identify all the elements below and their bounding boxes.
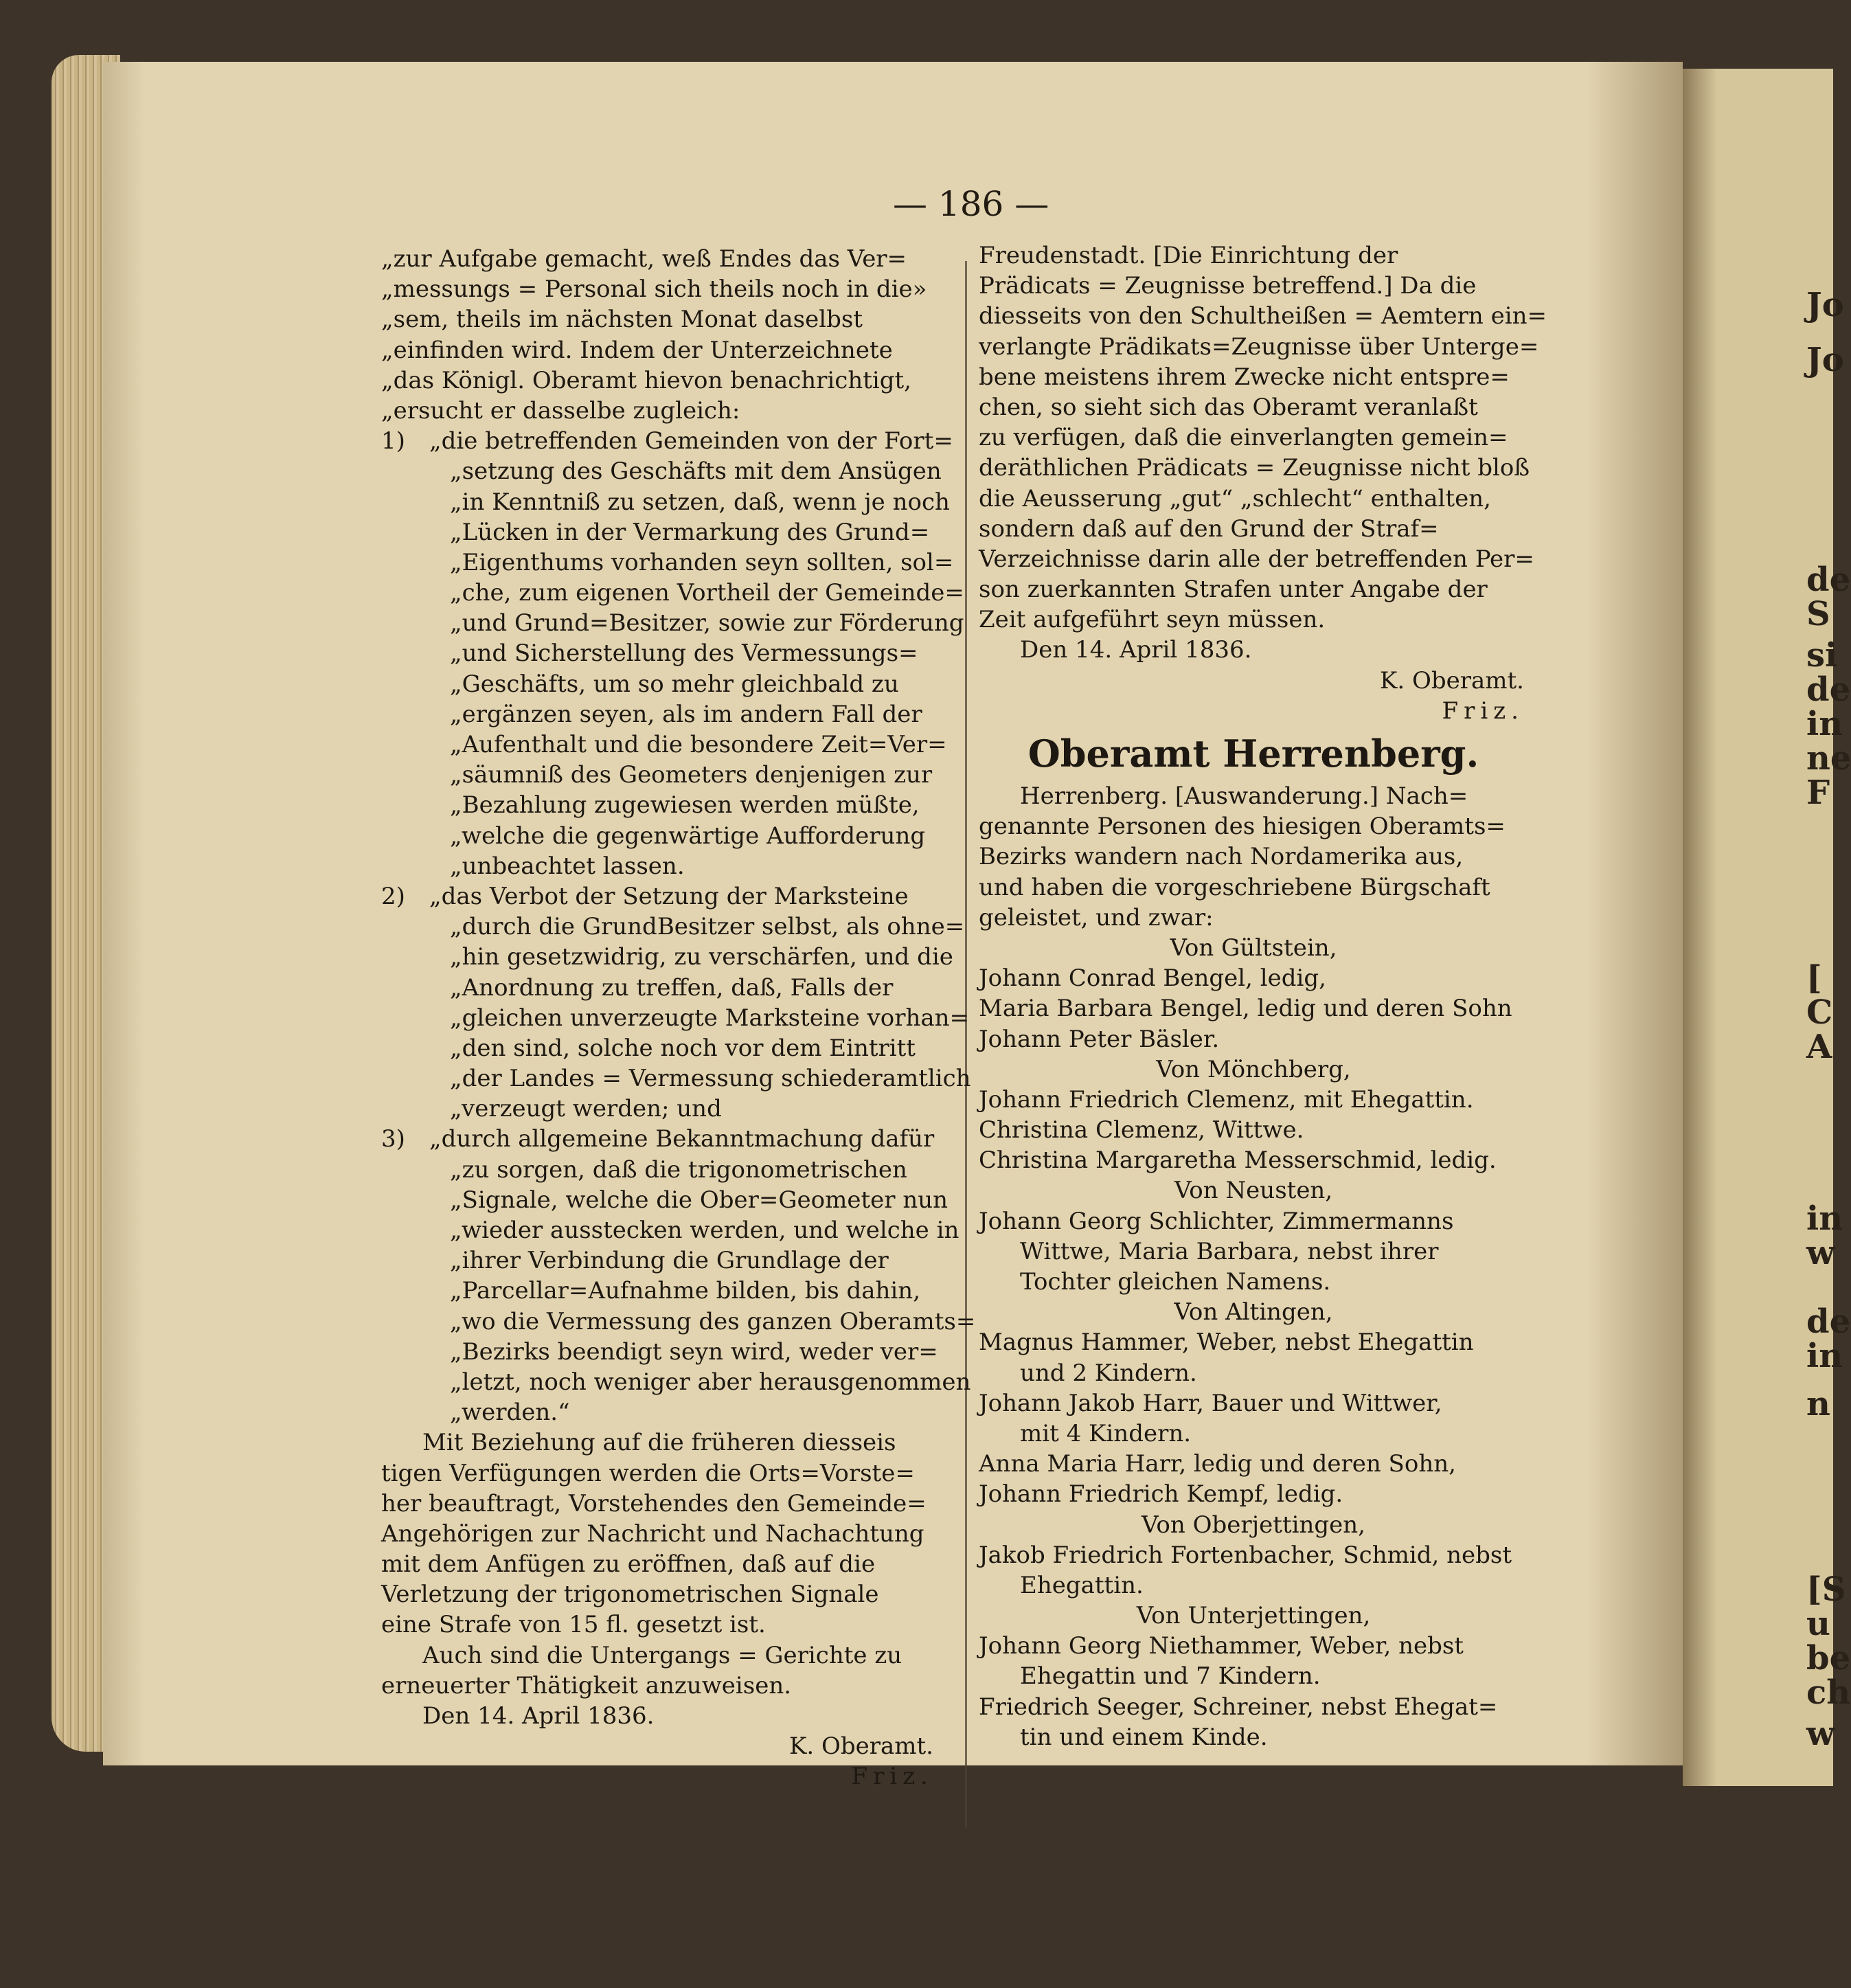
page-number: — 186 — xyxy=(893,184,1049,224)
next-page-fragment: de xyxy=(1806,670,1851,709)
text-line xyxy=(979,1175,1528,1206)
text-line xyxy=(979,1722,1528,1752)
line-text: Bezirks wandern nach Nordamerika aus, xyxy=(979,843,1464,871)
line-text: Wittwe, Maria Barbara, nebst ihrer xyxy=(1020,1237,1439,1265)
line-text: erneuerter Thätigkeit anzuweisen. xyxy=(381,1671,792,1699)
line-text: Ehegattin und 7 Kindern. xyxy=(1020,1662,1321,1691)
text-line xyxy=(381,1003,970,1033)
next-page-fragment: w xyxy=(1806,1715,1835,1753)
line-text: Von Neusten, xyxy=(1174,1177,1333,1205)
line-text: Den 14. April 1836. xyxy=(1020,636,1252,664)
line-text: Jakob Friedrich Fortenbacher, Schmid, nebst xyxy=(979,1541,1512,1569)
text-line xyxy=(979,666,1528,696)
text-line xyxy=(979,872,1528,903)
text-line xyxy=(381,1761,938,1792)
text-line xyxy=(381,1397,938,1427)
next-page-fragment: S xyxy=(1806,595,1830,633)
line-text: „Anordnung zu treffen, daß, Falls der xyxy=(450,973,894,1002)
text-line xyxy=(979,841,1528,872)
line-text: „verzeugt werden; und xyxy=(450,1095,722,1123)
line-text: Friz. xyxy=(851,1763,933,1791)
line-text: „das Königl. Oberamt hievon benachrichtigt, xyxy=(381,366,911,394)
text-line xyxy=(979,1692,1528,1722)
line-text: Ehegattin. xyxy=(1020,1571,1144,1599)
text-line xyxy=(979,544,1534,574)
line-text: Zeit aufgeführt seyn müssen. xyxy=(979,606,1326,634)
line-text: K. Oberamt. xyxy=(1379,666,1524,694)
text-line xyxy=(381,304,938,335)
text-line xyxy=(381,396,938,426)
text-line xyxy=(979,1358,1528,1388)
text-line xyxy=(381,760,938,790)
next-page-fragment: Jo xyxy=(1806,341,1844,379)
line-text: mit dem Anfügen zu eröffnen, daß auf die xyxy=(381,1550,876,1579)
left-column xyxy=(381,244,976,1792)
line-text: „sem, theils im nächsten Monat daselbst xyxy=(381,306,863,334)
text-line xyxy=(381,638,938,668)
line-text: Von Unterjettingen, xyxy=(1136,1602,1371,1630)
line-text: Mit Beziehung auf die früheren diesseis xyxy=(422,1429,896,1457)
text-line xyxy=(381,730,947,760)
text-line xyxy=(979,392,1528,422)
text-line xyxy=(381,1155,938,1185)
line-text: her beauftragt, Vorstehendes den Gemeinde= xyxy=(381,1489,927,1517)
line-text: Maria Barbara Bengel, ledig und deren Sohn xyxy=(979,995,1512,1023)
next-page-fragment: de xyxy=(1806,1302,1851,1341)
line-text: Johann Georg Schlichter, Zimmermanns xyxy=(979,1207,1454,1235)
text-line xyxy=(381,1276,938,1306)
next-page-fragment: [ xyxy=(1806,959,1822,997)
text-line xyxy=(381,335,938,365)
text-line xyxy=(381,881,938,912)
line-text: „ergänzen seyen, als im andern Fall der xyxy=(450,700,922,728)
line-text: Johann Peter Bäsler. xyxy=(979,1025,1220,1053)
line-text: Tochter gleichen Namens. xyxy=(1020,1268,1331,1296)
text-line xyxy=(381,1033,938,1063)
text-line xyxy=(381,456,942,486)
line-text: Von Oberjettingen, xyxy=(1142,1511,1365,1539)
text-line xyxy=(979,1388,1528,1419)
text-line xyxy=(381,274,938,304)
line-text: tin und einem Kinde. xyxy=(1020,1723,1268,1751)
line-text: Von Gültstein, xyxy=(1170,934,1337,962)
line-text: tigen Verfügungen werden die Orts=Vorste= xyxy=(381,1459,915,1487)
text-line xyxy=(381,1063,971,1094)
text-line xyxy=(381,851,938,881)
text-line xyxy=(979,1510,1528,1540)
line-text: Johann Conrad Bengel, ledig, xyxy=(979,964,1326,993)
line-text: „durch allgemeine Bekanntmachung dafür xyxy=(429,1125,935,1153)
line-text: verlangte Prädikats=Zeugnisse über Unterge= xyxy=(979,332,1539,361)
text-line xyxy=(979,1661,1528,1691)
text-line xyxy=(381,1367,971,1397)
text-line xyxy=(381,1307,976,1337)
line-text: „hin gesetzwidrig, zu verschärfen, und die xyxy=(450,943,953,971)
text-line xyxy=(381,821,938,851)
next-page-fragment: ne xyxy=(1806,739,1851,778)
text-line xyxy=(381,699,938,730)
line-text: „durch die GrundBesitzer selbst, als ohne= xyxy=(450,913,965,941)
text-line xyxy=(381,1245,938,1276)
text-line xyxy=(381,912,965,942)
text-line xyxy=(979,514,1528,544)
text-line xyxy=(381,578,964,608)
line-text: „Eigenthums vorhanden seyn sollten, sol= xyxy=(450,548,954,576)
text-line xyxy=(979,993,1528,1024)
text-line xyxy=(979,1540,1528,1570)
line-text: „gleichen unverzeugte Marksteine vorhan= xyxy=(450,1004,970,1032)
line-text: Anna Maria Harr, ledig und deren Sohn, xyxy=(979,1450,1456,1478)
line-text: Herrenberg. [Auswanderung.] Nach= xyxy=(1020,782,1468,810)
text-line xyxy=(381,426,953,456)
line-text: genannte Personen des hiesigen Oberamts= xyxy=(979,813,1506,841)
text-line xyxy=(979,1024,1528,1054)
line-text: deräthlichen Prädicats = Zeugnisse nicht bloß xyxy=(979,454,1530,482)
text-line xyxy=(979,1601,1528,1631)
line-text: Friedrich Seeger, Schreiner, nebst Ehegat= xyxy=(979,1693,1498,1721)
right-column xyxy=(979,240,1547,1752)
next-page-fragment: de xyxy=(1806,561,1851,599)
text-line xyxy=(381,1489,938,1519)
text-line xyxy=(979,635,1528,665)
text-line xyxy=(381,365,938,396)
next-page-fragment: in xyxy=(1806,705,1843,743)
next-page-fragment: si xyxy=(1806,636,1838,675)
line-text: Johann Georg Niethammer, Weber, nebst xyxy=(979,1632,1464,1660)
next-page-fragment: u xyxy=(1806,1605,1830,1643)
line-text: „ersucht er dasselbe zugleich: xyxy=(381,396,740,425)
line-text: sondern daß auf den Grund der Straf= xyxy=(979,515,1439,543)
text-line xyxy=(979,933,1528,963)
line-text: Freudenstadt. [Die Einrichtung der xyxy=(979,242,1398,269)
text-line xyxy=(979,696,1528,726)
text-line xyxy=(979,484,1528,514)
line-text: geleistet, und zwar: xyxy=(979,903,1214,931)
line-text: Magnus Hammer, Weber, nebst Ehegattin xyxy=(979,1329,1474,1357)
text-line xyxy=(381,547,954,578)
text-line xyxy=(381,517,938,547)
text-line xyxy=(979,1054,1528,1085)
next-page-fragment: w xyxy=(1806,1234,1835,1272)
next-page-fragment: ch xyxy=(1806,1673,1851,1712)
line-text: Von Mönchberg, xyxy=(1156,1055,1351,1083)
text-line xyxy=(979,963,1528,993)
line-text: Den 14. April 1836. xyxy=(422,1702,655,1730)
line-text: die Aeusserung „gut“ „schlecht“ enthalten, xyxy=(979,484,1491,512)
line-text: Christina Margaretha Messerschmid, ledig. xyxy=(979,1147,1497,1175)
next-page-fragment: n xyxy=(1806,1385,1830,1423)
text-line xyxy=(979,781,1528,811)
line-text: „den sind, solche noch vor dem Eintritt xyxy=(450,1034,916,1062)
text-line xyxy=(979,271,1528,301)
text-line xyxy=(381,608,964,638)
list-marker: 2) xyxy=(381,882,405,910)
next-page-fragment: C xyxy=(1806,993,1833,1032)
line-text: und 2 Kindern. xyxy=(1020,1359,1197,1387)
line-text: Prädicats = Zeugnisse betreffend.] Da die xyxy=(979,272,1477,300)
text-line xyxy=(381,1579,938,1609)
line-text: Johann Jakob Harr, Bauer und Wittwer, xyxy=(979,1389,1442,1417)
text-line xyxy=(381,1701,938,1731)
text-line xyxy=(979,1145,1528,1175)
text-line xyxy=(381,1337,938,1367)
text-line xyxy=(979,1479,1528,1509)
line-text: K. Oberamt. xyxy=(788,1732,933,1761)
next-page-fragment: in xyxy=(1806,1337,1843,1375)
text-line xyxy=(979,453,1528,483)
line-text: Von Altingen, xyxy=(1174,1298,1333,1326)
text-line xyxy=(979,1327,1528,1357)
line-text: Verletzung der trigonometrischen Signale xyxy=(381,1581,879,1609)
text-line xyxy=(979,362,1528,392)
next-page-fragment: [S xyxy=(1806,1570,1846,1609)
text-line xyxy=(979,422,1528,453)
line-text: „zur Aufgabe gemacht, weß Endes das Ver= xyxy=(381,245,907,273)
next-page-fragment: F xyxy=(1806,773,1830,812)
text-line xyxy=(381,1094,938,1124)
line-text: „setzung des Geschäfts mit dem Ansügen xyxy=(450,458,942,486)
line-text: „die betreffenden Gemeinden von der Fort= xyxy=(429,427,953,455)
column-divider xyxy=(965,261,967,1827)
line-text: „ihrer Verbindung die Grundlage der xyxy=(450,1247,889,1275)
text-line xyxy=(979,1570,1528,1601)
line-text: zu verfügen, daß die einverlangten gemein= xyxy=(979,424,1508,452)
line-text: „das Verbot der Setzung der Marksteine xyxy=(429,882,909,910)
line-text: „und Grund=Besitzer, sowie zur Förderung xyxy=(450,609,964,637)
next-page-fragment: Jo xyxy=(1806,286,1844,324)
text-line xyxy=(979,240,1528,271)
text-line xyxy=(979,1236,1528,1267)
line-text: Johann Friedrich Kempf, ledig. xyxy=(979,1480,1343,1509)
text-line xyxy=(381,790,938,820)
text-line xyxy=(381,1458,938,1489)
text-line xyxy=(381,1427,938,1458)
line-text: mit 4 Kindern. xyxy=(1020,1419,1192,1447)
text-line xyxy=(979,1297,1528,1327)
line-text: „che, zum eigenen Vortheil der Gemeinde= xyxy=(450,579,964,607)
line-text: „unbeachtet lassen. xyxy=(450,852,685,880)
text-line xyxy=(381,1609,938,1640)
line-text: „letzt, noch weniger aber herausgenommen xyxy=(450,1368,971,1396)
text-line xyxy=(381,669,938,699)
line-text: Johann Friedrich Clemenz, mit Ehegattin. xyxy=(979,1085,1474,1114)
line-text: „Lücken in der Vermarkung des Grund= xyxy=(450,518,930,546)
line-text: „wo die Vermessung des ganzen Oberamts= xyxy=(450,1307,976,1335)
text-line xyxy=(381,244,938,274)
line-text: „Geschäfts, um so mehr gleichbald zu xyxy=(450,670,899,698)
line-text: „Aufenthalt und die besondere Zeit=Ver= xyxy=(450,731,947,758)
line-text: Angehörigen zur Nachricht und Nachachtung xyxy=(381,1520,924,1548)
text-line xyxy=(979,574,1528,605)
text-line xyxy=(979,903,1528,933)
line-text: Christina Clemenz, Wittwe. xyxy=(979,1116,1304,1144)
line-text: eine Strafe von 15 fl. gesetzt ist. xyxy=(381,1611,766,1639)
line-text: und haben die vorgeschriebene Bürgschaft xyxy=(979,873,1490,901)
text-line xyxy=(381,1185,949,1215)
text-line xyxy=(381,487,950,517)
line-text: Friz. xyxy=(1442,697,1524,725)
line-text: „Parcellar=Aufnahme bilden, bis dahin, xyxy=(450,1277,920,1305)
text-line xyxy=(979,1085,1528,1115)
line-text: chen, so sieht sich das Oberamt veranlaßt xyxy=(979,393,1478,421)
line-text: „der Landes = Vermessung schiederamtlich xyxy=(450,1065,971,1093)
list-marker: 1) xyxy=(381,427,405,455)
line-text: „wieder ausstecken werden, und welche in xyxy=(450,1217,959,1244)
line-text: Oberamt Herrenberg. xyxy=(1027,732,1479,776)
text-line xyxy=(381,973,938,1003)
line-text: bene meistens ihrem Zwecke nicht entspre= xyxy=(979,363,1510,391)
text-line xyxy=(979,1449,1528,1479)
line-text: „Signale, welche die Ober=Geometer nun xyxy=(450,1186,949,1214)
line-text: „in Kenntniß zu setzen, daß, wenn je noch xyxy=(450,488,950,516)
list-marker: 3) xyxy=(381,1125,405,1153)
line-text: „einfinden wird. Indem der Unterzeichnete xyxy=(381,336,893,364)
text-line xyxy=(979,332,1539,362)
text-line xyxy=(979,811,1528,841)
text-line xyxy=(979,301,1547,331)
text-line xyxy=(381,1731,938,1761)
text-line xyxy=(381,1215,959,1245)
text-line xyxy=(381,1671,938,1701)
text-line xyxy=(979,1267,1528,1297)
line-text: Auch sind die Untergangs = Gerichte zu xyxy=(422,1641,902,1669)
line-text: „zu sorgen, daß die trigonometrischen xyxy=(450,1155,907,1184)
line-text: „Bezirks beendigt seyn wird, weder ver= xyxy=(450,1337,938,1366)
line-text: diesseits von den Schultheißen = Aemtern ein= xyxy=(979,302,1547,330)
text-line xyxy=(381,942,953,972)
line-text: Verzeichnisse darin alle der betreffenden Per= xyxy=(979,545,1534,573)
line-text: son zuerkannten Strafen unter Angabe der xyxy=(979,576,1488,604)
section-heading xyxy=(979,726,1528,781)
next-page-fragment: A xyxy=(1806,1028,1832,1066)
line-text: „werden.“ xyxy=(450,1399,570,1427)
text-line xyxy=(979,1206,1528,1236)
next-page-edge xyxy=(1683,69,1833,1786)
line-text: „säumniß des Geometers denjenigen zur xyxy=(450,761,933,789)
text-line xyxy=(381,1124,938,1154)
line-text: „messungs = Personal sich theils noch in die» xyxy=(381,275,927,304)
line-text: „Bezahlung zugewiesen werden müßte, xyxy=(450,791,920,820)
next-page-fragment: in xyxy=(1806,1199,1843,1238)
text-line xyxy=(979,1419,1528,1449)
text-line xyxy=(381,1549,938,1579)
text-line xyxy=(979,605,1528,635)
next-page-fragment: be xyxy=(1806,1639,1851,1678)
text-line xyxy=(381,1519,938,1549)
line-text: „und Sicherstellung des Vermessungs= xyxy=(450,640,918,668)
text-line xyxy=(381,1640,938,1671)
text-line xyxy=(979,1115,1528,1145)
line-text: „welche die gegenwärtige Aufforderung xyxy=(450,822,926,850)
text-line xyxy=(979,1631,1528,1661)
